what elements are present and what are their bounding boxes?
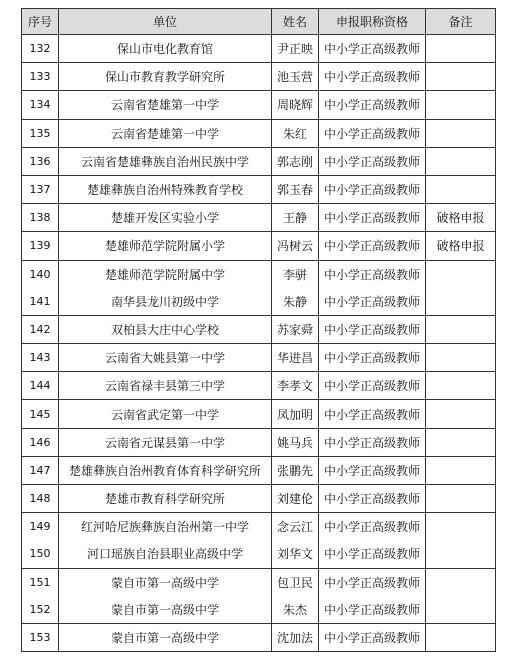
cell-qualification: 中小学正高级教师: [319, 204, 426, 232]
cell-no: 144: [22, 372, 59, 400]
cell-name: 尹正映: [272, 35, 319, 63]
cell-unit: 楚雄市教育科学研究所: [59, 485, 272, 513]
cell-remark: [426, 315, 496, 343]
header-qualification: 申报职称资格: [319, 9, 426, 35]
cell-remark: [426, 35, 496, 63]
cell-qualification: 中小学正高级教师: [319, 344, 426, 372]
applicant-table: [21, 8, 496, 652]
table-row: [22, 596, 496, 624]
cell-name: 沈加法: [272, 623, 319, 651]
cell-remark: [426, 428, 496, 456]
cell-no: 150: [22, 540, 59, 568]
cell-name: 朱红: [272, 119, 319, 147]
cell-remark: [426, 596, 496, 624]
cell-unit: 楚雄师范学院附属小学: [59, 232, 272, 260]
cell-remark: [426, 288, 496, 316]
cell-name: 刘华文: [272, 540, 319, 568]
cell-name: 王静: [272, 204, 319, 232]
cell-unit: 云南省元谋县第一中学: [59, 428, 272, 456]
cell-no: 153: [22, 623, 59, 651]
cell-unit: 楚雄师范学院附属中学: [59, 260, 272, 288]
cell-unit: 蒙自市第一高级中学: [59, 596, 272, 624]
cell-name: 朱静: [272, 288, 319, 316]
cell-qualification: 中小学正高级教师: [319, 513, 426, 541]
cell-no: 133: [22, 63, 59, 91]
cell-qualification: 中小学正高级教师: [319, 372, 426, 400]
cell-unit: 蒙自市第一高级中学: [59, 623, 272, 651]
cell-name: 姚马兵: [272, 428, 319, 456]
table-row: [22, 288, 496, 316]
cell-no: 140: [22, 260, 59, 288]
table-row: [22, 175, 496, 203]
cell-remark: [426, 485, 496, 513]
cell-unit: 保山市电化教育馆: [59, 35, 272, 63]
cell-qualification: 中小学正高级教师: [319, 485, 426, 513]
cell-qualification: 中小学正高级教师: [319, 147, 426, 175]
cell-remark: 破格申报: [426, 232, 496, 260]
cell-name: 李孝文: [272, 372, 319, 400]
cell-remark: [426, 175, 496, 203]
cell-no: 139: [22, 232, 59, 260]
cell-remark: [426, 119, 496, 147]
cell-no: 145: [22, 400, 59, 428]
cell-qualification: 中小学正高级教师: [319, 568, 426, 596]
cell-qualification: 中小学正高级教师: [319, 260, 426, 288]
cell-unit: 云南省大姚县第一中学: [59, 344, 272, 372]
cell-qualification: 中小学正高级教师: [319, 288, 426, 316]
cell-name: 周晓辉: [272, 91, 319, 119]
table-row: [22, 344, 496, 372]
cell-remark: [426, 63, 496, 91]
table-row: [22, 428, 496, 456]
cell-name: 池玉营: [272, 63, 319, 91]
cell-no: 152: [22, 596, 59, 624]
table-body: [22, 35, 496, 652]
cell-unit: 云南省禄丰县第三中学: [59, 372, 272, 400]
cell-no: 132: [22, 35, 59, 63]
header-row: [22, 9, 496, 35]
table-row: [22, 456, 496, 484]
cell-qualification: 中小学正高级教师: [319, 175, 426, 203]
cell-remark: [426, 623, 496, 651]
cell-unit: 云南省武定第一中学: [59, 400, 272, 428]
cell-unit: 保山市教育教学研究所: [59, 63, 272, 91]
cell-name: 张鹏先: [272, 456, 319, 484]
cell-qualification: 中小学正高级教师: [319, 119, 426, 147]
table-row: [22, 91, 496, 119]
cell-no: 138: [22, 204, 59, 232]
cell-name: 凤加明: [272, 400, 319, 428]
cell-unit: 红河哈尼族彝族自治州第一中学: [59, 513, 272, 541]
table-row: [22, 63, 496, 91]
cell-no: 135: [22, 119, 59, 147]
cell-name: 冯树云: [272, 232, 319, 260]
cell-qualification: 中小学正高级教师: [319, 91, 426, 119]
cell-qualification: 中小学正高级教师: [319, 623, 426, 651]
cell-name: 郭玉春: [272, 175, 319, 203]
cell-no: 142: [22, 315, 59, 343]
table-row: [22, 147, 496, 175]
header-unit: 单位: [59, 9, 272, 35]
cell-remark: [426, 260, 496, 288]
cell-unit: 双柏县大庄中心学校: [59, 315, 272, 343]
cell-remark: [426, 568, 496, 596]
cell-no: 134: [22, 91, 59, 119]
cell-no: 136: [22, 147, 59, 175]
cell-remark: [426, 344, 496, 372]
cell-name: 包卫民: [272, 568, 319, 596]
cell-name: 李骈: [272, 260, 319, 288]
cell-unit: 蒙自市第一高级中学: [59, 568, 272, 596]
cell-remark: [426, 456, 496, 484]
table-row: [22, 119, 496, 147]
cell-qualification: 中小学正高级教师: [319, 35, 426, 63]
cell-unit: 楚雄彝族自治州特殊教育学校: [59, 175, 272, 203]
cell-name: 郭志刚: [272, 147, 319, 175]
header-remark: 备注: [426, 9, 496, 35]
table-row: [22, 568, 496, 596]
cell-no: 148: [22, 485, 59, 513]
cell-no: 143: [22, 344, 59, 372]
cell-name: 念云江: [272, 513, 319, 541]
cell-remark: [426, 91, 496, 119]
cell-qualification: 中小学正高级教师: [319, 400, 426, 428]
cell-remark: [426, 540, 496, 568]
cell-qualification: 中小学正高级教师: [319, 315, 426, 343]
cell-remark: [426, 372, 496, 400]
cell-no: 137: [22, 175, 59, 203]
cell-no: 146: [22, 428, 59, 456]
table-row: [22, 260, 496, 288]
cell-remark: [426, 147, 496, 175]
table-row: [22, 232, 496, 260]
cell-unit: 南华县龙川初级中学: [59, 288, 272, 316]
table-row: [22, 400, 496, 428]
table-row: [22, 315, 496, 343]
cell-name: 苏家舜: [272, 315, 319, 343]
cell-remark: [426, 513, 496, 541]
cell-no: 141: [22, 288, 59, 316]
cell-qualification: 中小学正高级教师: [319, 596, 426, 624]
table-row: [22, 204, 496, 232]
header-name: 姓名: [272, 9, 319, 35]
cell-name: 华进昌: [272, 344, 319, 372]
table-row: [22, 35, 496, 63]
cell-name: 刘建伦: [272, 485, 319, 513]
table-row: [22, 485, 496, 513]
cell-qualification: 中小学正高级教师: [319, 456, 426, 484]
cell-qualification: 中小学正高级教师: [319, 232, 426, 260]
cell-unit: 云南省楚雄第一中学: [59, 91, 272, 119]
table-row: [22, 513, 496, 541]
cell-unit: 楚雄开发区实验小学: [59, 204, 272, 232]
table-row: [22, 372, 496, 400]
cell-qualification: 中小学正高级教师: [319, 540, 426, 568]
cell-name: 朱杰: [272, 596, 319, 624]
cell-unit: 云南省楚雄彝族自治州民族中学: [59, 147, 272, 175]
table-row: [22, 623, 496, 651]
cell-remark: [426, 400, 496, 428]
cell-no: 151: [22, 568, 59, 596]
header-no: 序号: [22, 9, 59, 35]
cell-unit: 楚雄彝族自治州教育体育科学研究所: [59, 456, 272, 484]
cell-unit: 云南省楚雄第一中学: [59, 119, 272, 147]
cell-remark: 破格申报: [426, 204, 496, 232]
cell-no: 149: [22, 513, 59, 541]
cell-no: 147: [22, 456, 59, 484]
table-row: [22, 540, 496, 568]
cell-qualification: 中小学正高级教师: [319, 63, 426, 91]
cell-qualification: 中小学正高级教师: [319, 428, 426, 456]
cell-unit: 河口瑶族自治县职业高级中学: [59, 540, 272, 568]
